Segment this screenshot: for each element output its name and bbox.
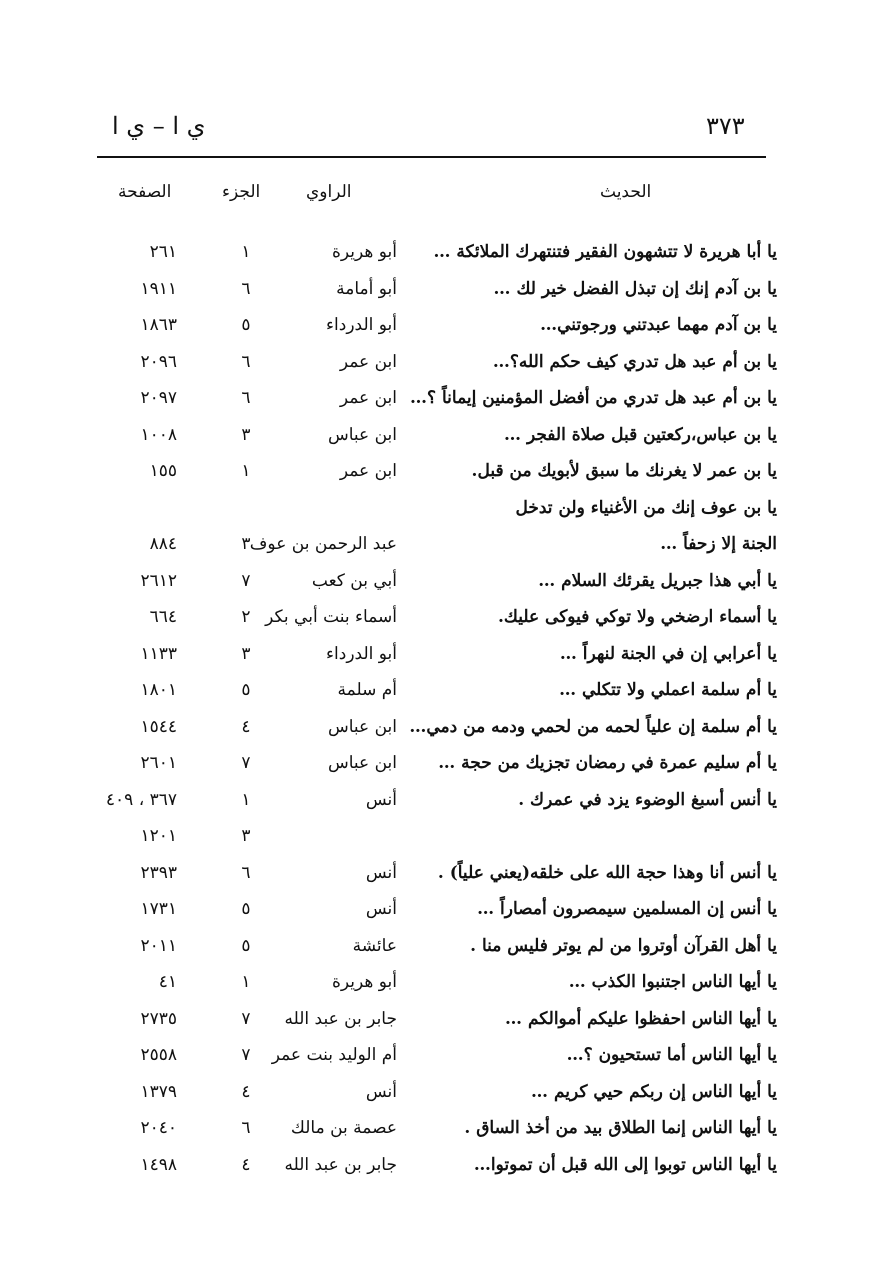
hadith-text: يا أهل القرآن أوتروا من لم يوتر فليس منا . bbox=[470, 935, 777, 956]
narrator-name: ابن عمر bbox=[339, 351, 397, 372]
hadith-text: يا أبي هذا جبريل يقرئك السلام … bbox=[538, 570, 777, 591]
table-row bbox=[0, 346, 887, 382]
running-header-title: ي ا – ي ا bbox=[112, 112, 206, 140]
table-row bbox=[0, 601, 887, 637]
part-number: ٦ bbox=[241, 351, 251, 372]
narrator-name: جابر بن عبد الله bbox=[284, 1154, 397, 1175]
part-number: ٧ bbox=[241, 753, 251, 773]
page-reference: ٢٦١ bbox=[149, 242, 177, 262]
table-row bbox=[0, 1112, 887, 1148]
part-number: ١ bbox=[241, 972, 251, 992]
narrator-name: ابن عمر bbox=[339, 388, 397, 408]
table-row bbox=[0, 930, 887, 966]
table-row bbox=[0, 1149, 887, 1185]
narrator-name: أبي بن كعب bbox=[311, 570, 397, 591]
page-reference: ١٤٩٨ bbox=[140, 1154, 177, 1175]
part-number: ٣ bbox=[241, 643, 251, 664]
table-row bbox=[0, 273, 887, 309]
part-number: ٤ bbox=[241, 1154, 251, 1175]
header-rule bbox=[97, 156, 766, 158]
hadith-text: يا أنس أنا وهذا حجة الله على خلقه(يعني علياً) . bbox=[437, 862, 777, 883]
page-reference: ٢٠١١ bbox=[140, 935, 177, 956]
part-number: ٥ bbox=[241, 899, 251, 919]
part-number: ٤ bbox=[241, 716, 251, 737]
table-row bbox=[0, 1076, 887, 1112]
column-header-part: الجزء bbox=[222, 182, 261, 202]
page-reference: ١١٣٣ bbox=[140, 643, 177, 664]
page-reference: ٢٥٥٨ bbox=[140, 1045, 177, 1065]
page-reference: ٣٦٧ ، ٤٠٩ bbox=[105, 789, 177, 810]
hadith-text: يا أسماء ارضخي ولا توكي فيوكى عليك. bbox=[497, 607, 777, 627]
table-row bbox=[0, 638, 887, 674]
narrator-name: عائشة bbox=[352, 935, 397, 956]
hadith-text: يا بن أم عبد هل تدري من أفضل المؤمنين إيماناً ؟… bbox=[410, 388, 777, 408]
hadith-text: الجنة إلا زحفاً … bbox=[660, 534, 777, 554]
page-reference: ٦٦٤ bbox=[149, 607, 177, 627]
narrator-name: ابن عباس bbox=[327, 716, 397, 737]
part-number: ٥ bbox=[241, 935, 251, 956]
page-reference: ١٨٦٣ bbox=[140, 315, 177, 335]
page-reference: ١٣٧٩ bbox=[140, 1081, 177, 1102]
table-row bbox=[0, 820, 887, 856]
page-reference: ٢٠٩٧ bbox=[140, 388, 177, 408]
hadith-text: يا أنس أسبغ الوضوء يزد في عمرك . bbox=[518, 789, 777, 810]
hadith-text: يا أيها الناس إن ربكم حيي كريم … bbox=[531, 1081, 777, 1102]
part-number: ٧ bbox=[241, 1008, 251, 1029]
table-row bbox=[0, 711, 887, 747]
table-row bbox=[0, 236, 887, 272]
table-row bbox=[0, 528, 887, 564]
narrator-name: عبد الرحمن بن عوف bbox=[249, 534, 397, 554]
hadith-text: يا أيها الناس توبوا إلى الله قبل أن تموتوا… bbox=[473, 1154, 777, 1175]
part-number: ٧ bbox=[241, 570, 251, 591]
table-row bbox=[0, 492, 887, 528]
hadith-text: يا أيها الناس احفظوا عليكم أموالكم … bbox=[505, 1008, 777, 1029]
hadith-text: يا أم سليم عمرة في رمضان تجزيك من حجة … bbox=[438, 753, 777, 773]
page-reference: ٢٠٩٦ bbox=[140, 351, 177, 372]
narrator-name: أم الوليد بنت عمر bbox=[271, 1045, 397, 1065]
part-number: ١ bbox=[241, 461, 251, 481]
hadith-text: يا أنس إن المسلمين سيمصرون أمصاراً … bbox=[477, 899, 777, 919]
page-reference: ١٨٠١ bbox=[140, 680, 177, 700]
part-number: ٦ bbox=[241, 278, 251, 299]
narrator-name: أبو هريرة bbox=[331, 242, 397, 262]
hadith-text: يا بن عباس،ركعتين قبل صلاة الفجر … bbox=[504, 424, 777, 445]
table-row bbox=[0, 966, 887, 1002]
narrator-name: أبو هريرة bbox=[331, 972, 397, 992]
table-row bbox=[0, 784, 887, 820]
page-reference: ١٠٠٨ bbox=[140, 424, 177, 445]
page-reference: ١٢٠١ bbox=[140, 826, 177, 846]
column-header-hadith: الحديث bbox=[600, 182, 652, 202]
page-reference: ٢٦٠١ bbox=[140, 753, 177, 773]
part-number: ٣ bbox=[241, 424, 251, 445]
narrator-name: أنس bbox=[365, 789, 397, 810]
narrator-name: ابن عباس bbox=[327, 424, 397, 445]
page-reference: ٨٨٤ bbox=[149, 534, 177, 554]
table-row bbox=[0, 309, 887, 345]
narrator-name: ابن عمر bbox=[339, 461, 397, 481]
table-row bbox=[0, 1039, 887, 1075]
part-number: ١ bbox=[241, 242, 251, 262]
table-row bbox=[0, 1003, 887, 1039]
page-reference: ٢٣٩٣ bbox=[140, 862, 177, 883]
narrator-name: عصمة بن مالك bbox=[290, 1118, 397, 1138]
hadith-text: يا بن عمر لا يغرنك ما سبق لأبويك من قبل. bbox=[471, 461, 777, 481]
hadith-text: يا أيها الناس أما تستحيون ؟… bbox=[566, 1045, 777, 1065]
table-row bbox=[0, 893, 887, 929]
page-reference: ٢٦١٢ bbox=[140, 570, 177, 591]
narrator-name: أسماء بنت أبي بكر bbox=[265, 607, 397, 627]
narrator-name: أنس bbox=[365, 1081, 397, 1102]
narrator-name: ابن عباس bbox=[327, 753, 397, 773]
table-row bbox=[0, 419, 887, 455]
part-number: ٦ bbox=[241, 388, 251, 408]
page-reference: ٤١ bbox=[158, 972, 177, 992]
page-reference: ٢٠٤٠ bbox=[140, 1118, 177, 1138]
narrator-name: جابر بن عبد الله bbox=[284, 1008, 397, 1029]
table-row bbox=[0, 857, 887, 893]
narrator-name: أنس bbox=[365, 862, 397, 883]
hadith-text: يا أيها الناس إنما الطلاق بيد من أخذ الساق . bbox=[464, 1118, 777, 1138]
page-reference: ١٥٤٤ bbox=[140, 716, 177, 737]
page-reference: ٢٧٣٥ bbox=[140, 1008, 177, 1029]
column-header-narrator: الراوي bbox=[306, 182, 352, 202]
narrator-name: أبو الدرداء bbox=[326, 315, 397, 335]
part-number: ٢ bbox=[241, 607, 251, 627]
hadith-text: يا أعرابي إن في الجنة لنهراً … bbox=[559, 643, 777, 664]
part-number: ٧ bbox=[241, 1045, 251, 1065]
narrator-name: أنس bbox=[365, 899, 397, 919]
part-number: ٦ bbox=[241, 862, 251, 883]
part-number: ٥ bbox=[241, 680, 251, 700]
table-row bbox=[0, 382, 887, 418]
hadith-text: يا أيها الناس اجتنبوا الكذب … bbox=[568, 972, 777, 992]
page-reference: ١٧٣١ bbox=[140, 899, 177, 919]
table-row bbox=[0, 455, 887, 491]
hadith-text: يا أم سلمة إن علياً لحمه من لحمي ودمه من دمي… bbox=[409, 716, 777, 737]
column-header-page: الصفحة bbox=[118, 182, 172, 202]
table-row bbox=[0, 674, 887, 710]
table-row bbox=[0, 565, 887, 601]
hadith-text: يا بن أم عبد هل تدري كيف حكم الله؟… bbox=[492, 351, 777, 372]
narrator-name: أبو أمامة bbox=[336, 278, 397, 299]
part-number: ٥ bbox=[241, 315, 251, 335]
page-reference: ١٥٥ bbox=[149, 461, 177, 481]
page-reference: ١٩١١ bbox=[140, 278, 177, 299]
hadith-text: يا أم سلمة اعملي ولا تتكلي … bbox=[559, 680, 777, 700]
hadith-text: يا بن آدم مهما عبدتني ورجوتني… bbox=[540, 315, 777, 335]
page-number: ٣٧٣ bbox=[706, 112, 745, 140]
part-number: ١ bbox=[241, 789, 251, 810]
part-number: ٣ bbox=[241, 826, 251, 846]
hadith-text: يا بن آدم إنك إن تبذل الفضل خير لك … bbox=[493, 278, 777, 299]
narrator-name: أم سلمة bbox=[337, 680, 397, 700]
part-number: ٦ bbox=[241, 1118, 251, 1138]
hadith-text: يا بن عوف إنك من الأغنياء ولن تدخل bbox=[515, 497, 777, 518]
part-number: ٣ bbox=[241, 534, 251, 554]
narrator-name: أبو الدرداء bbox=[326, 643, 397, 664]
table-row bbox=[0, 747, 887, 783]
part-number: ٤ bbox=[241, 1081, 251, 1102]
hadith-text: يا أبا هريرة لا تتشهون الفقير فتنتهرك الملائكة … bbox=[433, 242, 777, 262]
